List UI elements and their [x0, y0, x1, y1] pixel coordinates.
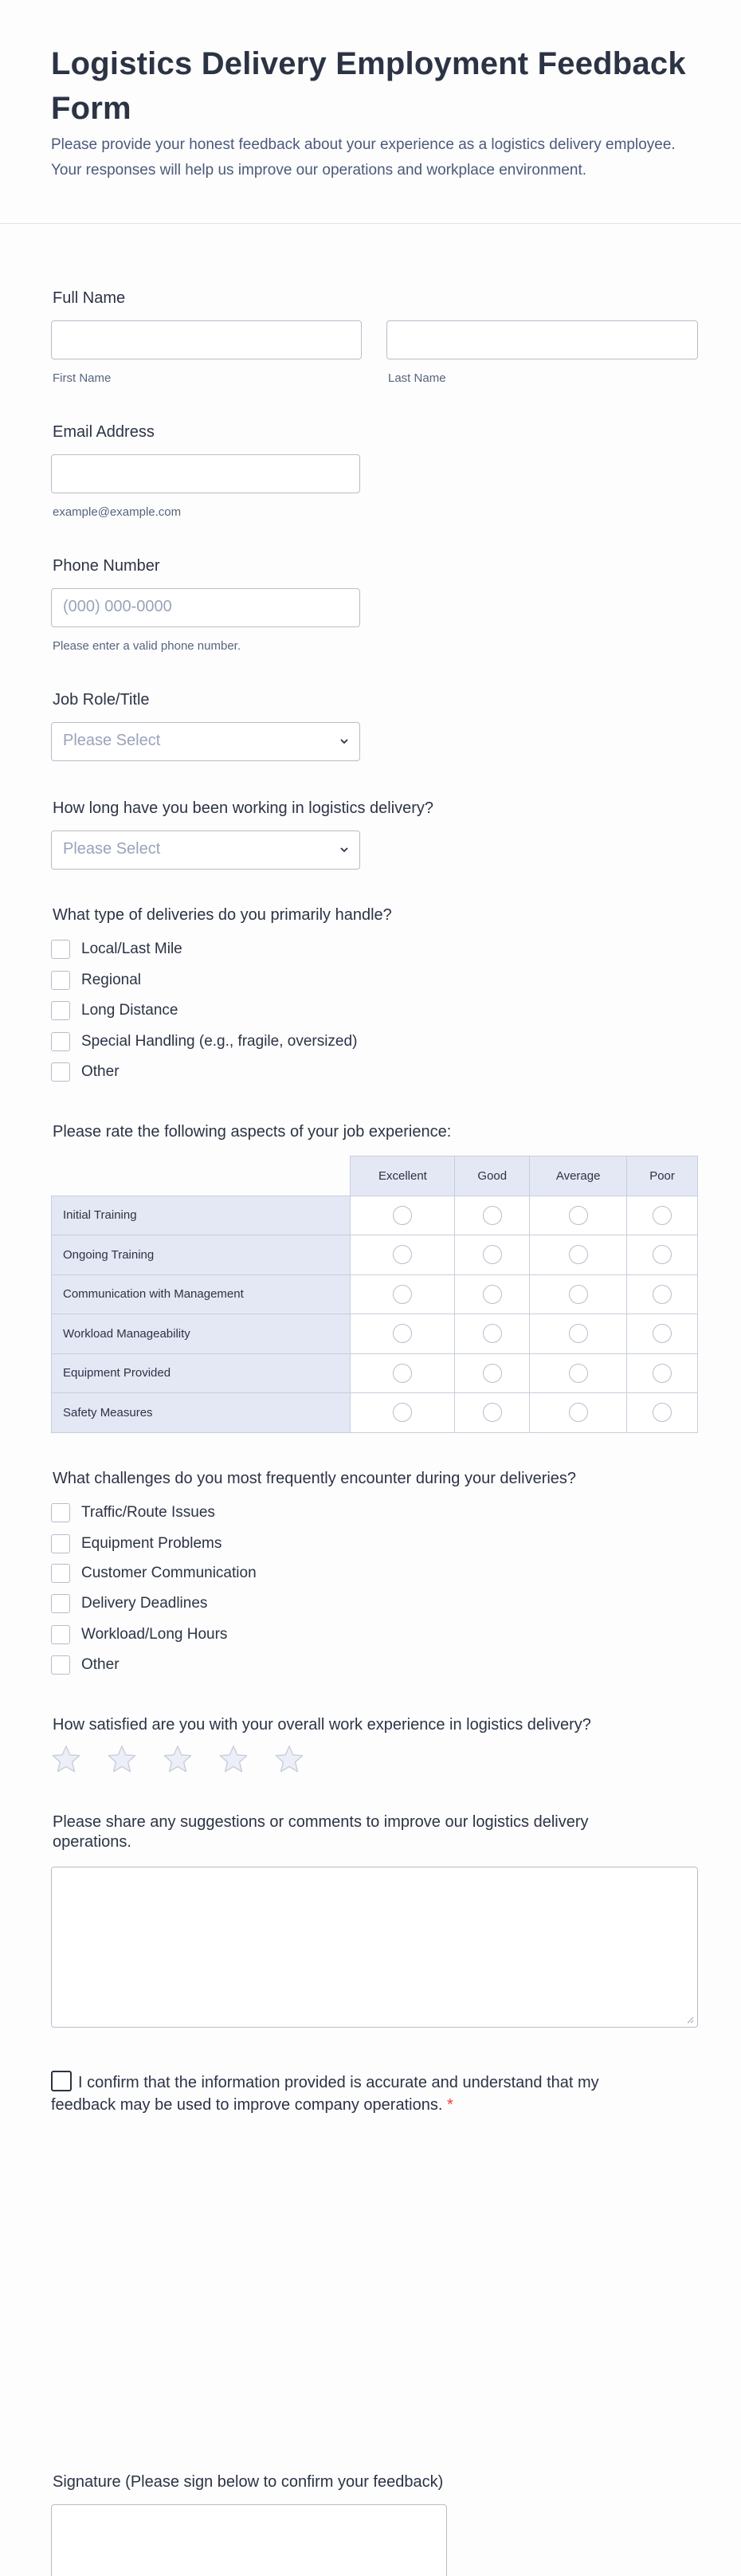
- star-icon[interactable]: [107, 1744, 137, 1774]
- star-icon[interactable]: [218, 1744, 249, 1774]
- challenge-option[interactable]: Other: [51, 1654, 120, 1676]
- radio-button[interactable]: [483, 1285, 502, 1304]
- delivery-option[interactable]: Long Distance: [51, 999, 178, 1022]
- required-mark: *: [446, 2096, 453, 2114]
- radio-button[interactable]: [569, 1324, 588, 1343]
- form-subtitle: Please provide your honest feedback about your experience as a logistics delivery employee. Your responses will help us improve our operations and workplace environment.: [51, 136, 676, 179]
- matrix-row-label: Equipment Provided: [52, 1353, 351, 1393]
- radio-button[interactable]: [483, 1403, 502, 1422]
- checkbox[interactable]: [51, 1001, 70, 1020]
- radio-button[interactable]: [653, 1285, 672, 1304]
- phone-label: Phone Number: [53, 557, 160, 575]
- star-icon[interactable]: [163, 1744, 193, 1774]
- confirm-checkbox[interactable]: [51, 2071, 72, 2091]
- radio-button[interactable]: [483, 1206, 502, 1225]
- matrix-row: [52, 1196, 698, 1235]
- phone-placeholder: (000) 000-0000: [63, 598, 172, 615]
- duration-placeholder: Please Select: [63, 840, 161, 858]
- resize-handle-icon[interactable]: [686, 2016, 694, 2024]
- radio-button[interactable]: [569, 1206, 588, 1225]
- radio-button[interactable]: [393, 1285, 412, 1304]
- radio-button[interactable]: [483, 1324, 502, 1343]
- checkbox[interactable]: [51, 1625, 70, 1644]
- radio-button[interactable]: [653, 1403, 672, 1422]
- star-rating: [51, 1744, 304, 1774]
- radio-button[interactable]: [393, 1206, 412, 1225]
- rating-matrix: [51, 1156, 698, 1433]
- delivery-option[interactable]: Regional: [51, 969, 141, 992]
- matrix-row: [52, 1353, 698, 1393]
- full-name-label: Full Name: [53, 289, 126, 307]
- matrix-col-header: Average: [530, 1156, 627, 1196]
- radio-button[interactable]: [393, 1245, 412, 1264]
- challenge-option[interactable]: Customer Communication: [51, 1562, 257, 1584]
- matrix-col-header: Good: [455, 1156, 530, 1196]
- matrix-row: [52, 1235, 698, 1275]
- duration-label: How long have you been working in logistics delivery?: [53, 799, 434, 817]
- delivery-option[interactable]: Special Handling (e.g., fragile, oversized): [51, 1031, 357, 1053]
- radio-button[interactable]: [569, 1285, 588, 1304]
- matrix-row-label: Communication with Management: [52, 1274, 351, 1314]
- challenge-option[interactable]: Equipment Problems: [51, 1533, 222, 1555]
- matrix-row: [52, 1393, 698, 1433]
- checkbox[interactable]: [51, 1503, 70, 1522]
- checkbox[interactable]: [51, 1032, 70, 1051]
- matrix-row-label: Ongoing Training: [52, 1235, 351, 1275]
- challenges-label: What challenges do you most frequently encounter during your deliveries?: [53, 1470, 577, 1487]
- radio-button[interactable]: [653, 1364, 672, 1383]
- radio-button[interactable]: [653, 1245, 672, 1264]
- matrix-row: [52, 1274, 698, 1314]
- matrix-col-header: Excellent: [351, 1156, 455, 1196]
- checkbox[interactable]: [51, 1062, 70, 1082]
- chevron-down-icon: [337, 842, 351, 857]
- matrix-col-header: Poor: [627, 1156, 698, 1196]
- challenge-option[interactable]: Workload/Long Hours: [51, 1624, 227, 1646]
- signature-label: Signature (Please sign below to confirm your feedback): [53, 2473, 444, 2491]
- satisfaction-label: How satisfied are you with your overall work experience in logistics delivery?: [53, 1716, 591, 1734]
- checkbox[interactable]: [51, 1594, 70, 1613]
- form-title: Logistics Delivery Employment Feedback Form: [51, 46, 686, 126]
- radio-button[interactable]: [569, 1403, 588, 1422]
- challenge-option[interactable]: Traffic/Route Issues: [51, 1502, 215, 1524]
- suggestions-textarea[interactable]: [51, 1867, 698, 2028]
- email-input[interactable]: [51, 454, 360, 493]
- matrix-row-label: Safety Measures: [52, 1393, 351, 1433]
- confirm-checkbox-field[interactable]: [51, 2071, 625, 2116]
- duration-select[interactable]: [51, 831, 360, 870]
- challenge-option[interactable]: Delivery Deadlines: [51, 1592, 207, 1615]
- delivery-option[interactable]: Other: [51, 1061, 120, 1083]
- chevron-down-icon: [337, 734, 351, 748]
- matrix-row-label: Initial Training: [52, 1196, 351, 1235]
- email-sublabel: example@example.com: [53, 505, 182, 519]
- job-role-select[interactable]: [51, 722, 360, 761]
- email-label: Email Address: [53, 423, 155, 441]
- star-icon[interactable]: [274, 1744, 304, 1774]
- radio-button[interactable]: [653, 1206, 672, 1225]
- radio-button[interactable]: [393, 1324, 412, 1343]
- confirm-text: I confirm that the information provided is accurate and understand that my feedback may be used to improve company operations.: [51, 2074, 599, 2114]
- last-name-input[interactable]: [386, 320, 698, 359]
- delivery-option[interactable]: Local/Last Mile: [51, 938, 182, 960]
- radio-button[interactable]: [569, 1245, 588, 1264]
- phone-input[interactable]: [51, 588, 360, 627]
- matrix-row: [52, 1314, 698, 1354]
- star-icon[interactable]: [51, 1744, 81, 1774]
- radio-button[interactable]: [393, 1403, 412, 1422]
- suggestions-label: Please share any suggestions or comments to improve our logistics delivery operations.: [53, 1813, 589, 1851]
- checkbox[interactable]: [51, 940, 70, 959]
- delivery-types-label: What type of deliveries do you primarily handle?: [53, 906, 392, 924]
- last-name-sublabel: Last Name: [388, 371, 446, 385]
- checkbox[interactable]: [51, 1655, 70, 1675]
- checkbox[interactable]: [51, 1534, 70, 1553]
- first-name-input[interactable]: [51, 320, 362, 359]
- checkbox[interactable]: [51, 971, 70, 990]
- phone-sublabel: Please enter a valid phone number.: [53, 639, 241, 653]
- rating-matrix-label: Please rate the following aspects of your job experience:: [53, 1123, 452, 1141]
- matrix-row-label: Workload Manageability: [52, 1314, 351, 1354]
- first-name-sublabel: First Name: [53, 371, 112, 385]
- radio-button[interactable]: [483, 1364, 502, 1383]
- radio-button[interactable]: [483, 1245, 502, 1264]
- radio-button[interactable]: [569, 1364, 588, 1383]
- checkbox[interactable]: [51, 1564, 70, 1583]
- signature-pad[interactable]: [51, 2504, 447, 2576]
- radio-button[interactable]: [393, 1364, 412, 1383]
- job-role-placeholder: Please Select: [63, 732, 161, 749]
- form-header: [0, 0, 741, 224]
- radio-button[interactable]: [653, 1324, 672, 1343]
- job-role-label: Job Role/Title: [53, 691, 150, 709]
- matrix-corner: [52, 1156, 351, 1196]
